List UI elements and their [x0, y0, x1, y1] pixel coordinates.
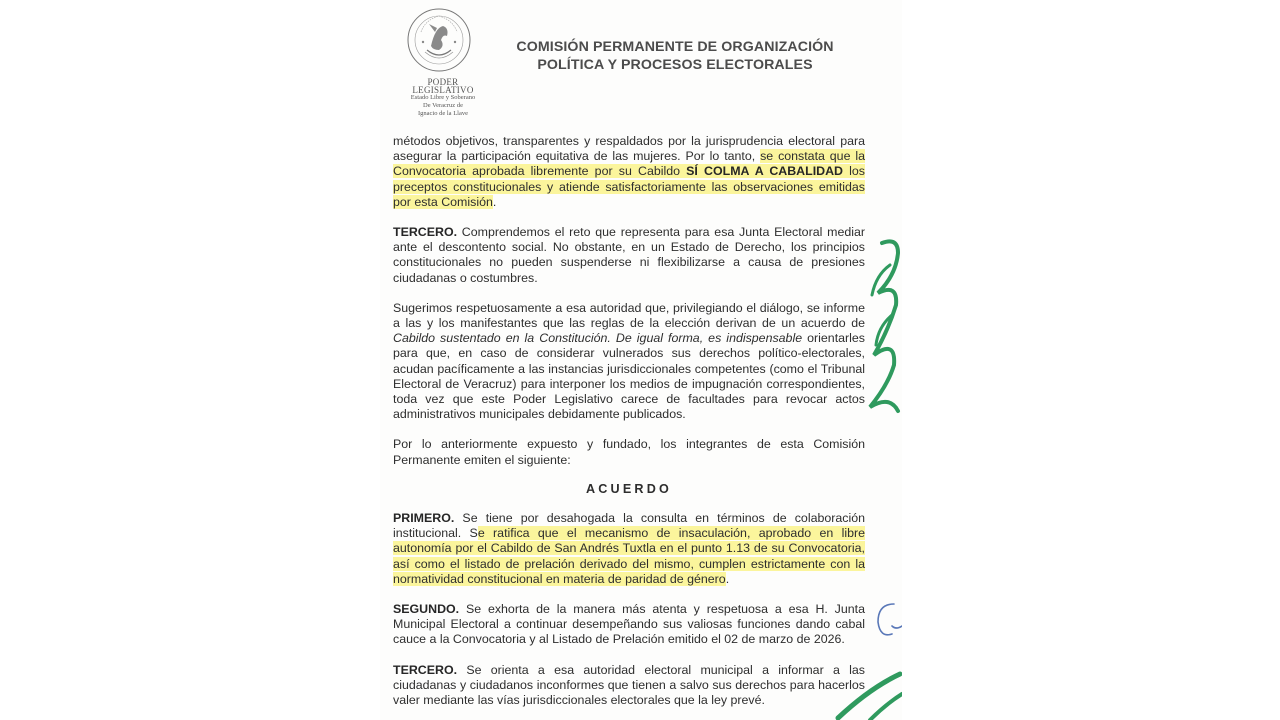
commission-title: [490, 38, 860, 74]
seal-line1: Estado Libre y Soberano: [410, 94, 476, 101]
seal-line3: Ignacio de la Llave: [418, 110, 468, 117]
seal-line2: De Veracruz de: [423, 102, 463, 109]
primero-label: PRIMERO.: [393, 511, 455, 526]
coat-of-arms-icon: [405, 6, 473, 74]
p3-italic: Cabildo sustentado en la Constitución. De igual forma, es indispensable: [393, 331, 803, 346]
p1-text-b: se constata que la Convocatoria aprobada libremente por su Cabildo: [393, 149, 865, 179]
paragraph-conclusion: Por lo anteriormente expuesto y fundado, los integrantes de esta Comisión Permanente emiten el siguiente:: [393, 437, 865, 467]
seal-caption: [400, 78, 486, 118]
legislative-seal: [400, 6, 476, 117]
blue-initial-mark: [872, 598, 902, 642]
paragraph-suggestion: [393, 301, 865, 423]
commission-title-line2: POLÍTICA Y PROCESOS ELECTORALES: [537, 57, 813, 73]
p3-text-b: orientarles para que, en caso de considerar vulnerados sus derechos político-electorales, acudan pacíficamente a las instancias jurisdiccionales competentes (como el Tribunal Electoral de Veracruz) para interponer los medios de impugnación correspondientes, toda vez que este Poder Legislativo carece de facultades para revocar actos administrativos municipales debidamente publicados.: [393, 331, 865, 422]
primero-highlight: e ratifica que el mecanismo de insaculación, aprobado en libre autonomía por el Cabildo de San Andrés Tuxtla en el punto 1.13 de su Convocatoria, así como el listado de prelación derivado del mismo, cumplen estrictamente con la normatividad constitucional en materia de paridad de género: [393, 526, 865, 586]
tercero-text: Se orienta a esa autoridad electoral municipal a informar a las ciudadanas y ciudadanos inconformes que tienen a salvo sus derechos para hacerlos valer mediante las vías jurisdiccionales electorales que la ley prevé.: [393, 662, 865, 708]
primero-text-c: .: [725, 571, 730, 586]
p2-text: Comprendemos el reto que representa para esa Junta Electoral mediar ante el descontento social. No obstante, en un Estado de Derecho, los principios constitucionales no pueden suspenderse ni flexibilizarse a causa de presiones ciudadanas o costumbres.: [393, 225, 865, 285]
agreement-primero: [393, 511, 865, 587]
primero-text-a: Se tiene por desahogada la consulta en términos de colaboración institucional. S: [393, 511, 865, 541]
p1-text-a: métodos objetivos, transparentes y respaldados por la jurisprudencia electoral para asegurar la participación equitativa de las mujeres. Por lo tanto,: [393, 134, 865, 164]
commission-title-line1: COMISIÓN PERMANENTE DE ORGANIZACIÓN: [516, 39, 834, 55]
document-body: [393, 134, 865, 708]
document-page: [380, 0, 902, 720]
green-signature-mark: [868, 235, 902, 425]
p1-text-d: .: [492, 194, 497, 209]
paragraph-continuation: [393, 134, 865, 210]
p3-text-a: Sugerimos respetuosamente a esa autoridad que, privilegiando el diálogo, se informe a las y los manifestantes que las reglas de la elección derivan de un acuerdo de: [393, 300, 865, 331]
segundo-label: SEGUNDO.: [393, 602, 460, 617]
tercero-label: TERCERO.: [393, 662, 458, 677]
acuerdo-heading: ACUERDO: [585, 481, 673, 496]
p1-bold: SÍ COLMA A CABALIDAD: [686, 164, 843, 179]
agreement-segundo: [393, 602, 865, 648]
p2-label: TERCERO.: [393, 225, 458, 240]
seal-institution: PODER LEGISLATIVO: [412, 77, 474, 95]
agreement-tercero: [393, 663, 865, 709]
paragraph-tercero-considerando: [393, 225, 865, 286]
p1-text-c: los preceptos constitucionales y atiende satisfactoriamente las observaciones emitidas por esta Comisión: [393, 164, 865, 209]
segundo-text: Se exhorta de la manera más atenta y respetuosa a esa H. Junta Municipal Electoral a continuar desempeñando sus valiosas funciones dando cabal cauce a la Convocatoria y al Listado de Prelación emitido el 02 de marzo de 2026.: [393, 602, 865, 647]
